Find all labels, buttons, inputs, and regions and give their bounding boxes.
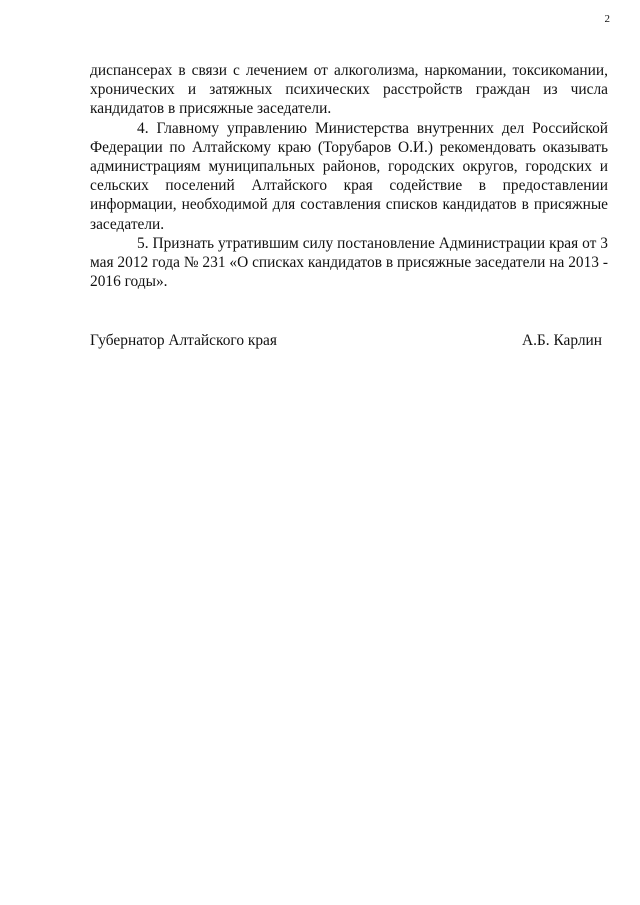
signatory-name: А.Б. Карлин xyxy=(521,332,602,349)
page-number: 2 xyxy=(604,13,610,25)
paragraph-item-4: 4. Главному управлению Министерства внутренних дел Российской Федерации по Алтайскому краю (Торубаров О.И.) рекомендовать оказывать администрациям муниципальных районов, городских округов, городских и сельских поселений Алтайского края содействие в предоставлении информации, необходимой для составления списков кандидатов в присяжные заседатели. xyxy=(90,119,608,233)
paragraph-item-5: 5. Признать утратившим силу постановление Администрации края от 3 мая 2012 года № 231 «О списках кандидатов в присяжные заседатели на 2013 - 2016 годы». xyxy=(90,234,608,291)
signature-block xyxy=(90,331,602,350)
document-body xyxy=(90,61,608,291)
signatory-position: Губернатор Алтайского края xyxy=(90,332,277,349)
paragraph-continuation: диспансерах в связи с лечением от алкоголизма, наркомании, токсикомании, хронических и затяжных психических расстройств граждан из числа кандидатов в присяжные заседатели. xyxy=(90,62,608,118)
